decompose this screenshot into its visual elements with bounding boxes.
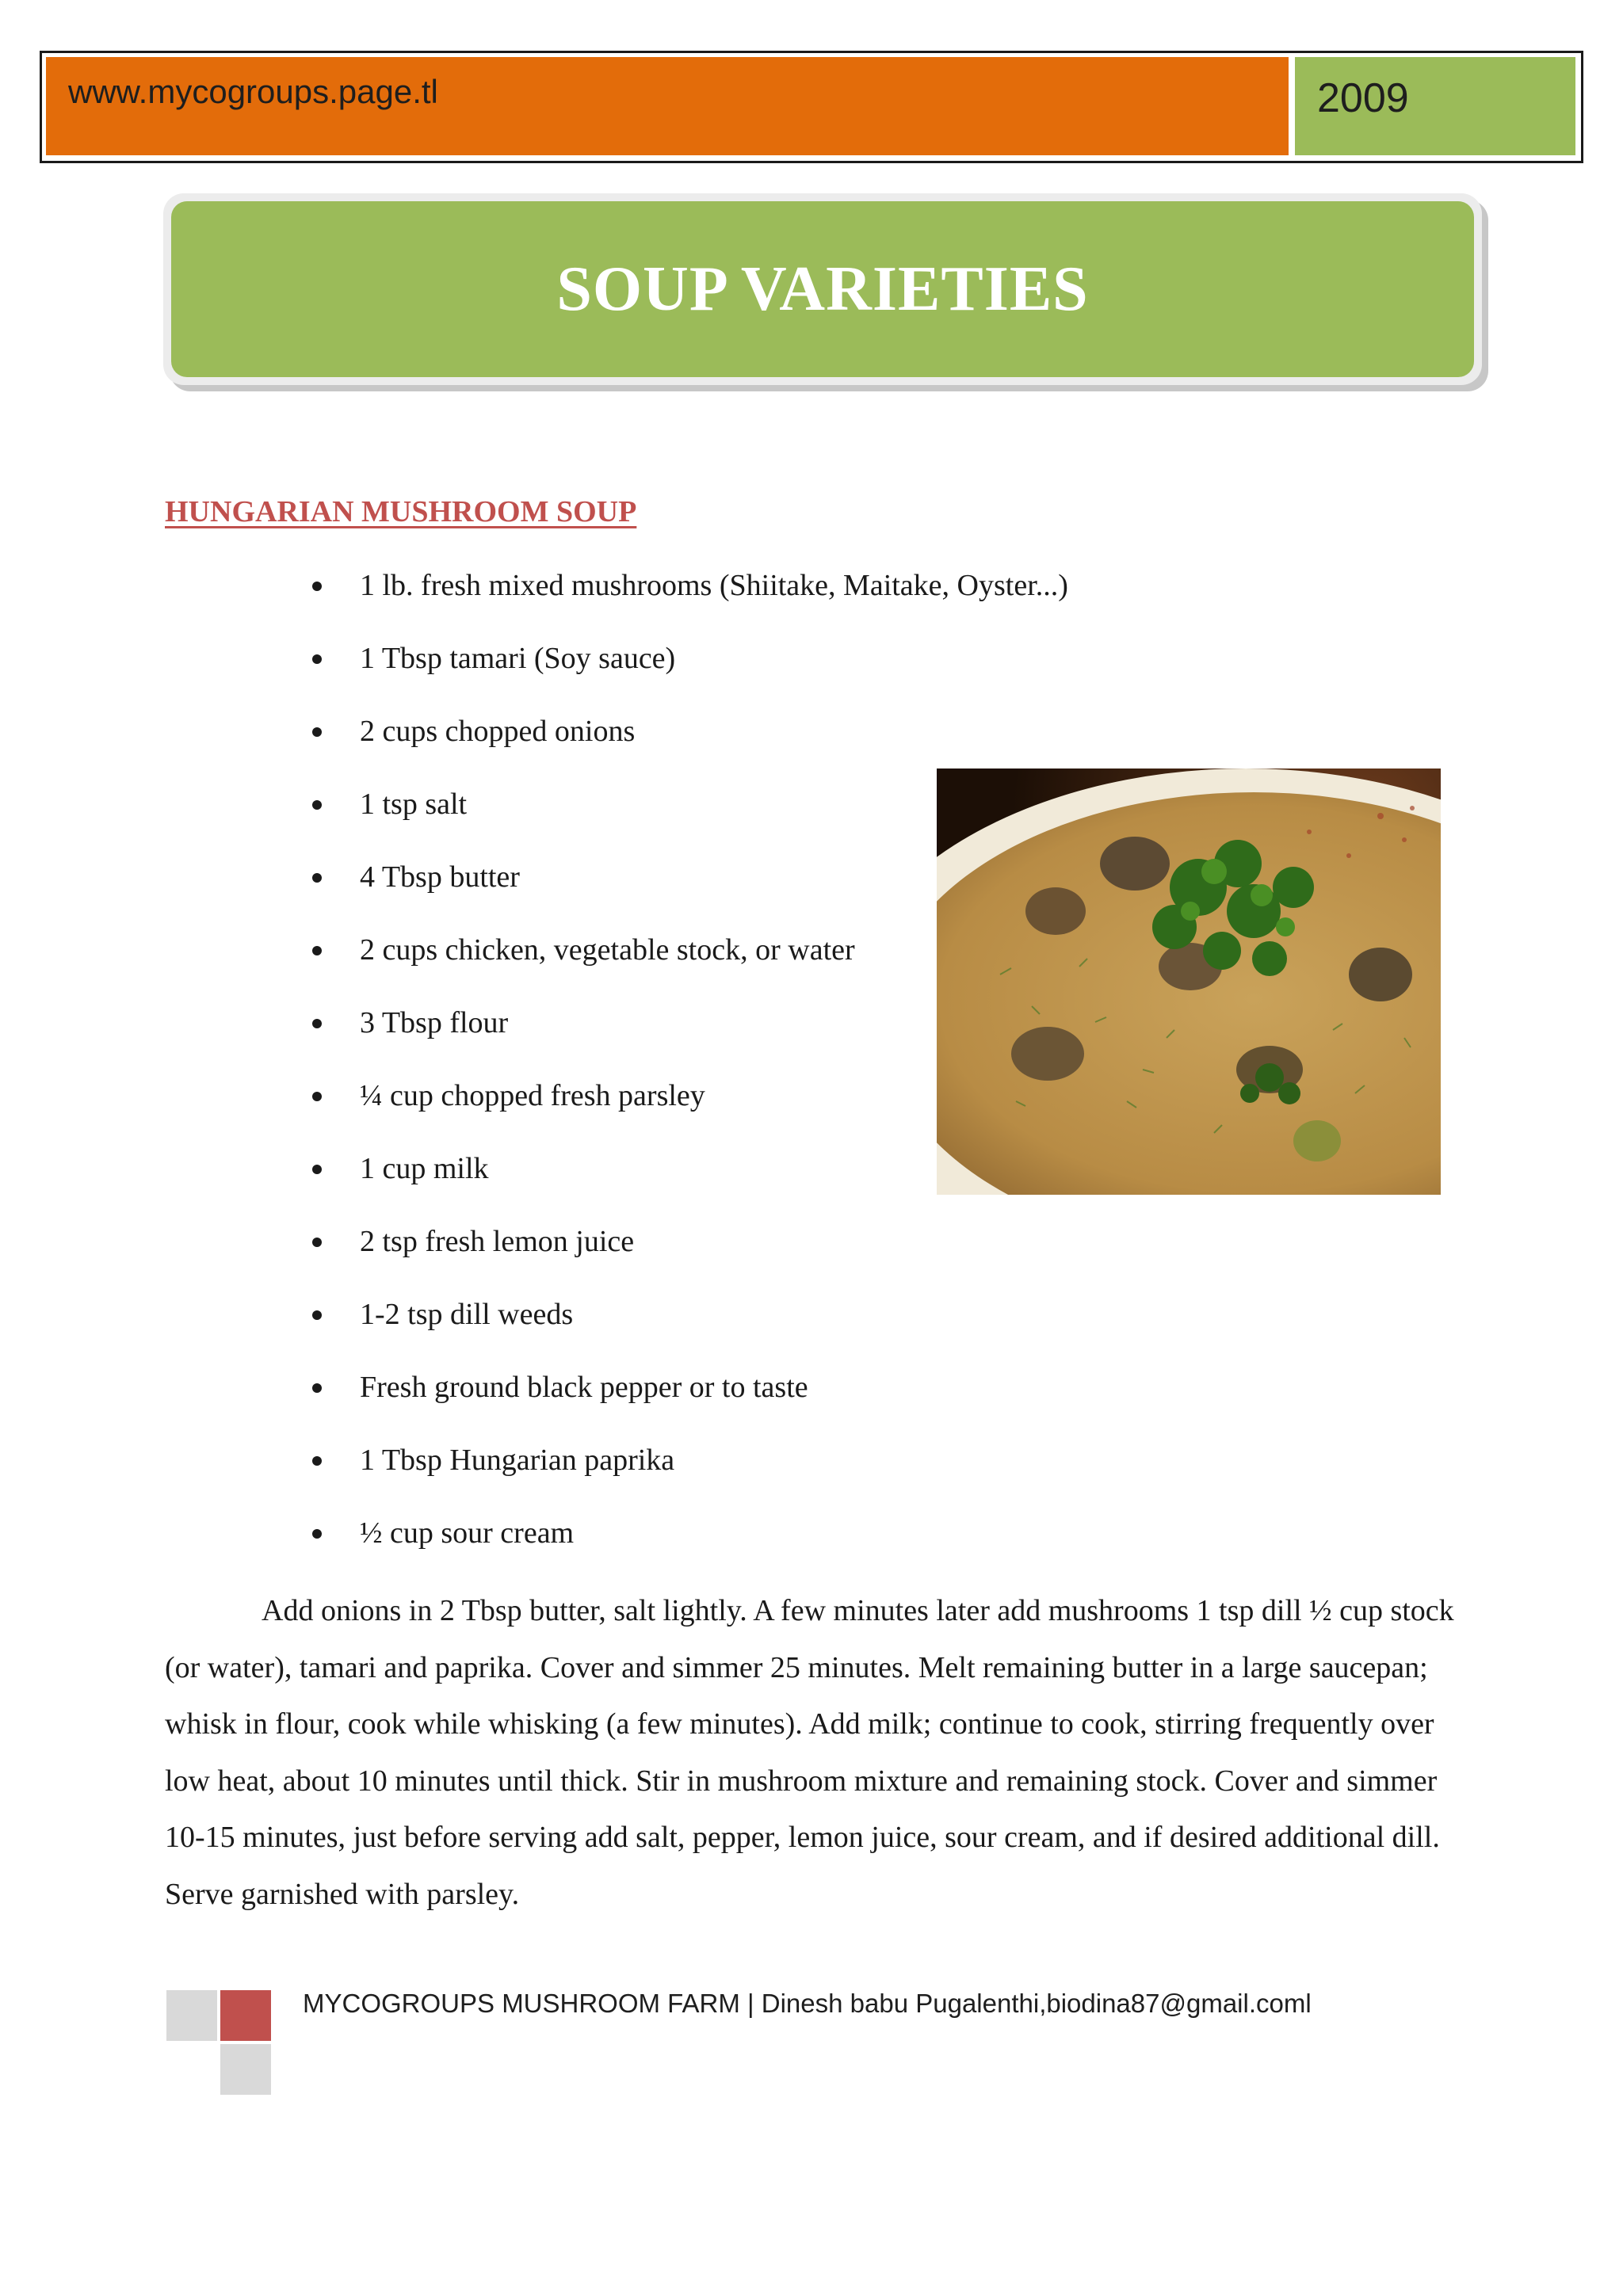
- bullet-icon: [312, 1019, 322, 1028]
- bullet-icon: [312, 1529, 322, 1539]
- header-year-band: [1295, 57, 1575, 155]
- list-item: Fresh ground black pepper or to taste: [301, 1367, 1068, 1440]
- list-item: 2 cups chopped onions: [301, 711, 1068, 784]
- list-item: 2 tsp fresh lemon juice: [301, 1222, 1068, 1295]
- year-label: 2009: [1317, 75, 1409, 121]
- bullet-icon: [312, 1310, 322, 1320]
- bullet-icon: [312, 1456, 322, 1466]
- footer-logo-square: [220, 2044, 271, 2095]
- recipe-directions: Add onions in 2 Tbsp butter, salt lightly. A few minutes later add mushrooms 1 tsp dill ½ cup stock (or water), tamari and paprika. Cover and simmer 25 minutes. Melt remaining butter in a large saucepan; whisk in flour, cook while whisking (a few minutes). Add milk; continue to cook, stirring frequently over low heat, about 10 minutes until thick. Stir in mushroom mixture and remaining stock. Cover and simmer 10-15 minutes, just before serving add salt, pepper, lemon juice, sour cream, and if desired additional dill. Serve garnished with parsley.: [165, 1594, 1454, 1911]
- list-item: 1 Tbsp tamari (Soy sauce): [301, 639, 1068, 711]
- list-item: 1 lb. fresh mixed mushrooms (Shiitake, Maitake, Oyster...): [301, 566, 1068, 639]
- list-item: 3 Tbsp flour: [301, 1003, 1068, 1076]
- website-url[interactable]: www.mycogroups.page.tl: [68, 73, 438, 110]
- bullet-icon: [312, 1383, 322, 1393]
- list-item: ½ cup sour cream: [301, 1513, 1068, 1586]
- soup-photo: [937, 769, 1441, 1195]
- list-item: ¼ cup chopped fresh parsley: [301, 1076, 1068, 1149]
- header-url-band: [46, 57, 1289, 155]
- footer-text: MYCOGROUPS MUSHROOM FARM | Dinesh babu Pugalenthi,biodina87@gmail.coml: [303, 1989, 1312, 2018]
- bullet-icon: [312, 873, 322, 883]
- list-item: 2 cups chicken, vegetable stock, or water: [301, 930, 1068, 1003]
- bullet-icon: [312, 946, 322, 955]
- bullet-icon: [312, 654, 322, 664]
- page-title: SOUP VARIETIES: [556, 254, 1089, 324]
- list-item: 1 cup milk: [301, 1149, 1068, 1222]
- footer-logo-square: [166, 1990, 217, 2041]
- bullet-icon: [312, 800, 322, 810]
- list-item: 1 tsp salt: [301, 784, 1068, 857]
- list-item: 4 Tbsp butter: [301, 857, 1068, 930]
- recipe-title: HUNGARIAN MUSHROOM SOUP: [165, 495, 637, 528]
- bullet-icon: [312, 1165, 322, 1174]
- title-banner: [163, 193, 1482, 385]
- list-item: 1 Tbsp Hungarian paprika: [301, 1440, 1068, 1513]
- bullet-icon: [312, 1238, 322, 1247]
- bullet-icon: [312, 727, 322, 737]
- footer-logo-square: [220, 1990, 271, 2041]
- list-item: 1-2 tsp dill weeds: [301, 1295, 1068, 1367]
- bullet-icon: [312, 582, 322, 591]
- bullet-icon: [312, 1092, 322, 1101]
